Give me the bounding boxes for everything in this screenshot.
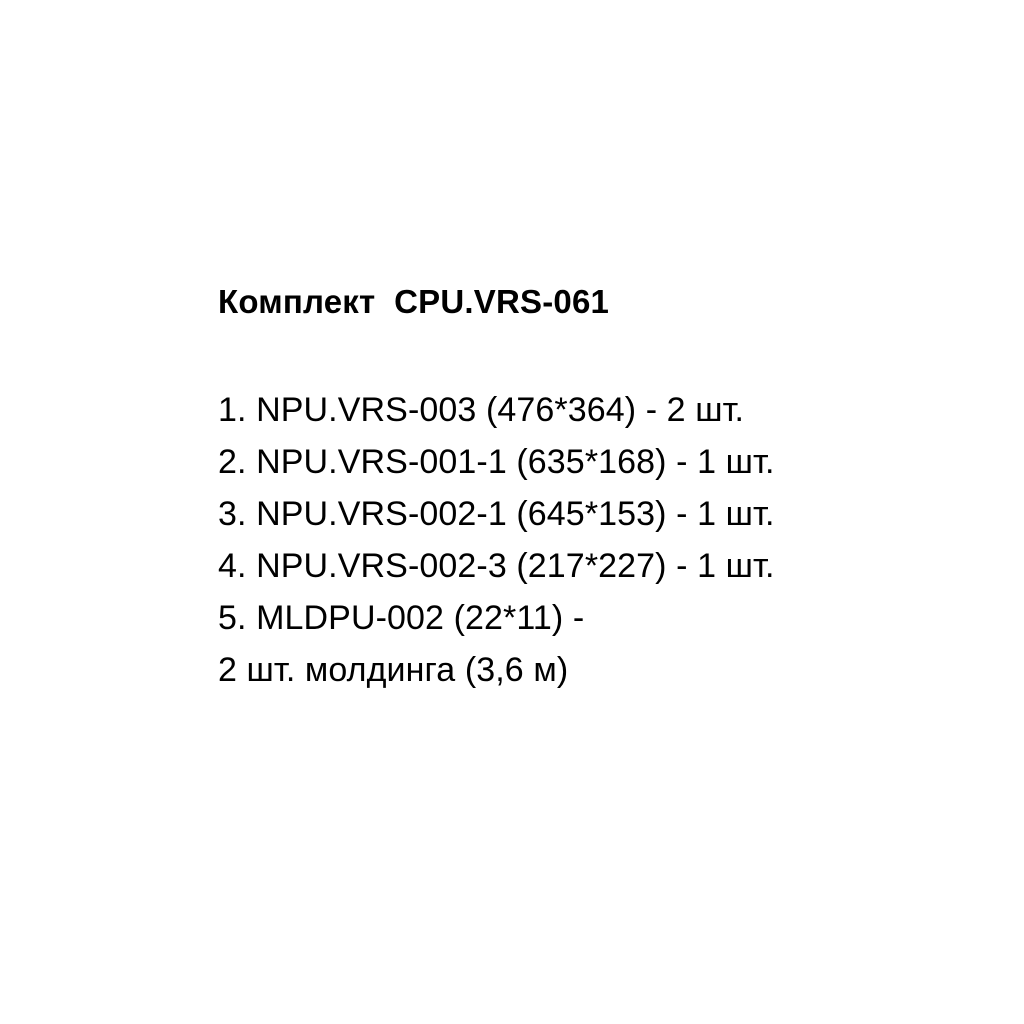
list-item: 3. NPU.VRS-002-1 (645*153) - 1 шт. bbox=[218, 494, 775, 533]
list-item: 2. NPU.VRS-001-1 (635*168) - 1 шт. bbox=[218, 442, 775, 481]
list-item: 4. NPU.VRS-002-3 (217*227) - 1 шт. bbox=[218, 546, 775, 585]
list-item: 1. NPU.VRS-003 (476*364) - 2 шт. bbox=[218, 390, 745, 429]
list-item: 2 шт. молдинга (3,6 м) bbox=[218, 650, 569, 689]
kit-title: Комплект CPU.VRS-061 bbox=[218, 283, 610, 320]
list-item: 5. MLDPU-002 (22*11) - bbox=[218, 598, 585, 637]
title-list-spacer bbox=[218, 322, 978, 384]
document-content bbox=[218, 282, 978, 696]
kit-item-list bbox=[218, 384, 978, 696]
